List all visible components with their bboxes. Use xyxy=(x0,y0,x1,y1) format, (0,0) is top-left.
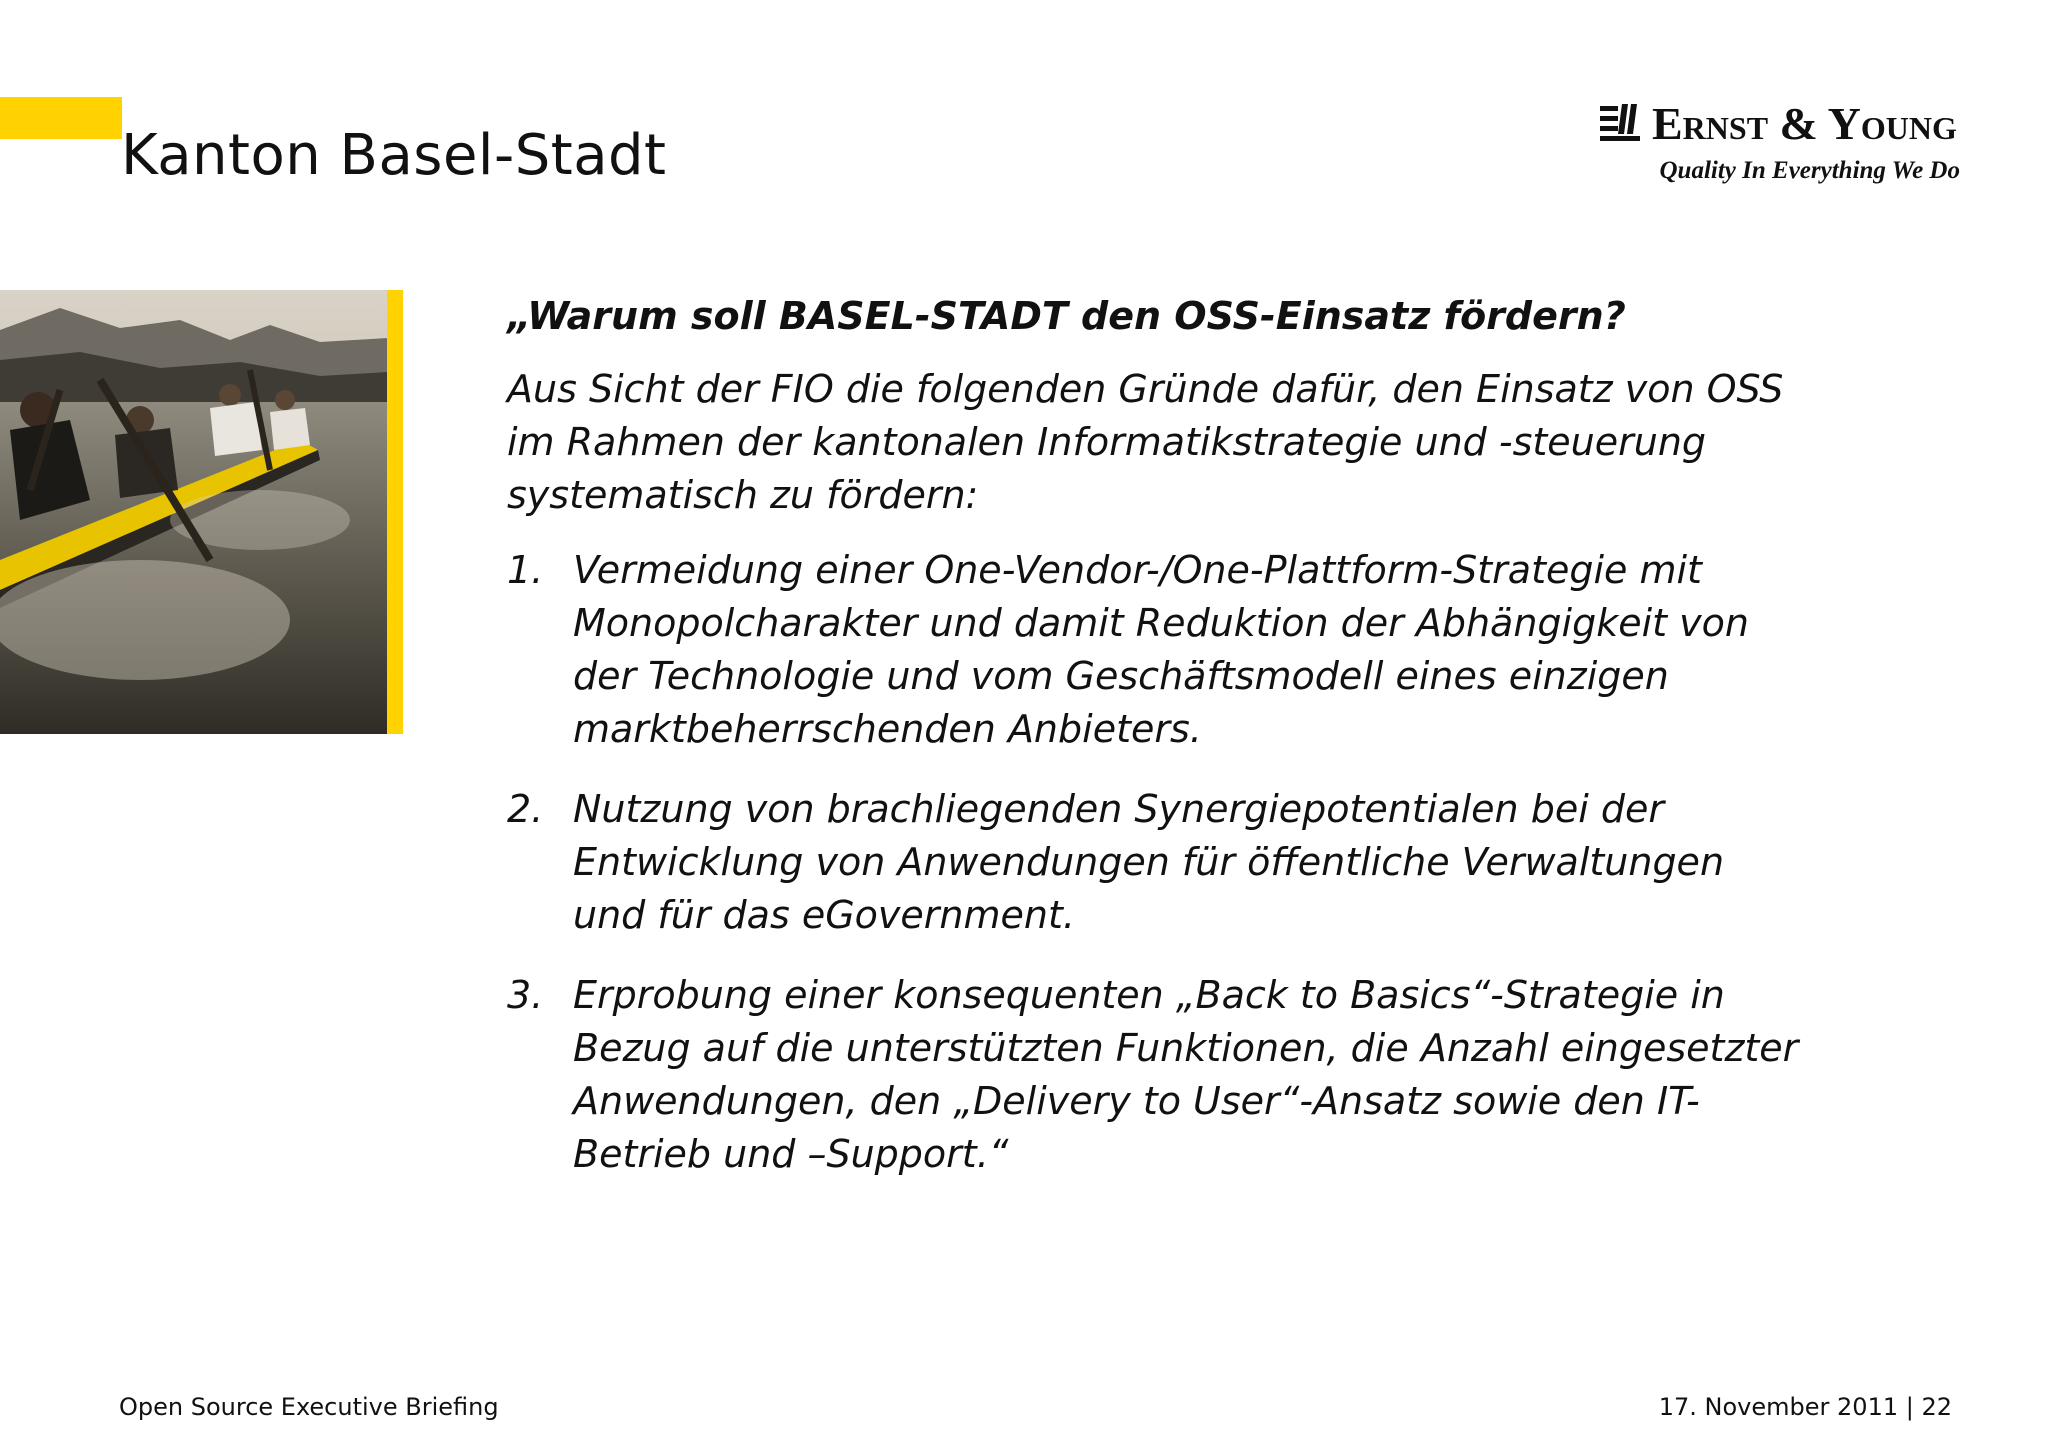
photo-accent-stripe xyxy=(387,290,403,734)
quote-question: „Warum soll BASEL-STADT den OSS-Einsatz fördern? xyxy=(507,294,1626,338)
rowers-photo xyxy=(0,290,388,734)
list-item xyxy=(507,544,1807,756)
list-item-text: Vermeidung einer One-Vendor-/One-Plattform-Strategie mit Monopolcharakter und damit Reduktion der Abhängigkeit von der Technologie und vom Geschäftsmodell eines einzigen marktbeherrschenden Anbieters. xyxy=(573,548,1749,751)
intro-paragraph: Aus Sicht der FIO die folgenden Gründe dafür, den Einsatz von OSS im Rahmen der kantonalen Informatikstrategie und -steuerung systematisch zu fördern: xyxy=(507,367,1784,517)
list-item-number: 3. xyxy=(507,973,544,1017)
ey-logo-mark-icon xyxy=(1600,104,1644,144)
rowers-photo-illustration xyxy=(0,290,388,734)
list-item-text: Erprobung einer konsequenten „Back to Basics“-Strategie in Bezug auf die unterstützten Funktionen, die Anzahl eingesetzter Anwendungen, den „Delivery to User“-Ansatz sowie den IT-Betrieb und –Support.“ xyxy=(573,973,1799,1176)
list-item-number: 1. xyxy=(507,548,544,592)
footer-date-page: 17. November 2011 | 22 xyxy=(1658,1393,1952,1421)
list-item-number: 2. xyxy=(507,787,544,831)
title-accent-bar xyxy=(0,97,122,139)
logo-tagline: Quality In Everything We Do xyxy=(1659,157,1960,184)
ernst-young-logo xyxy=(1600,96,1980,186)
slide-content xyxy=(507,290,1807,1208)
footer-briefing-title: Open Source Executive Briefing xyxy=(119,1393,499,1421)
list-item xyxy=(507,969,1807,1181)
list-item xyxy=(507,783,1807,942)
slide-title: Kanton Basel-Stadt xyxy=(121,122,667,188)
logo-wordmark: Ernst & Young xyxy=(1652,98,1957,149)
list-item-text: Nutzung von brachliegenden Synergiepotentialen bei der Entwicklung von Anwendungen für öffentliche Verwaltungen und für das eGovernment. xyxy=(573,787,1725,937)
reasons-list xyxy=(507,544,1807,1181)
